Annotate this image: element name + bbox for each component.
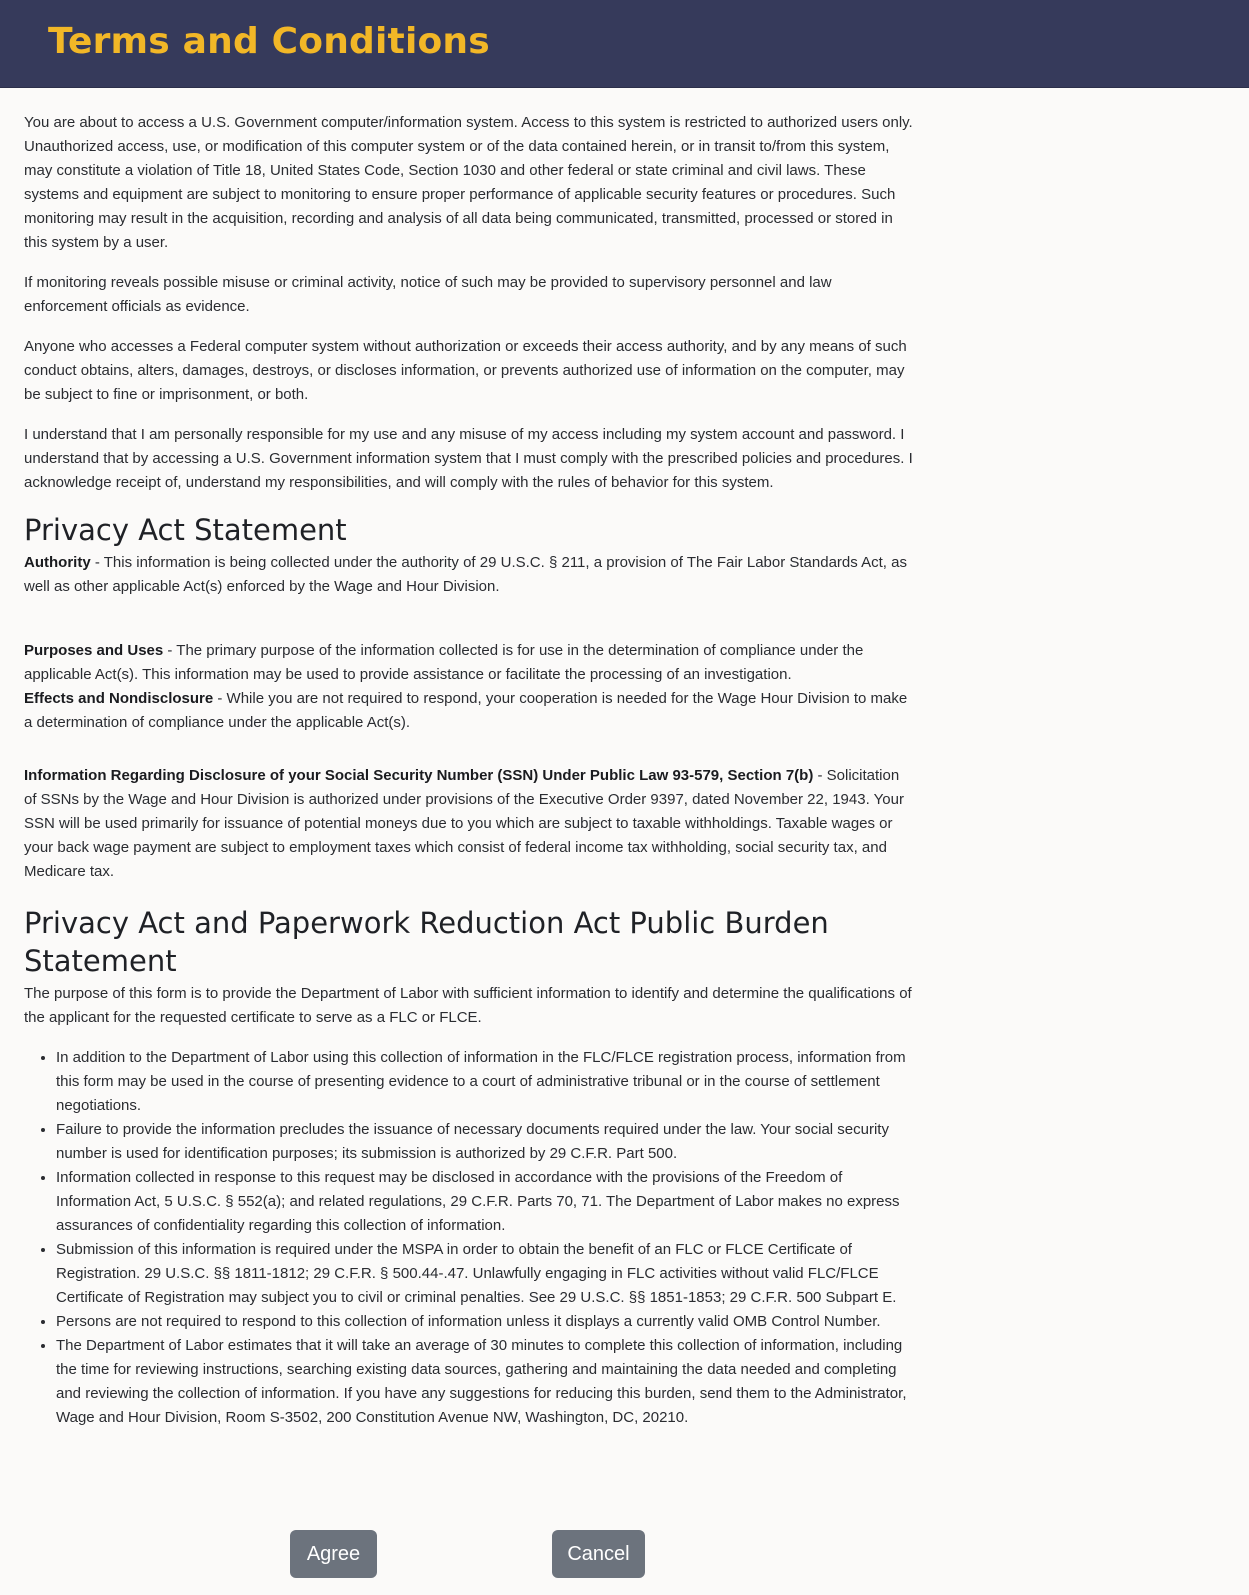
authority-text: - This information is being collected under the authority of 29 U.S.C. § 211, a provision of The Fair Labor Standards Act, as well as other applicable Act(s) enforced by the Wage and Hour Division.: [24, 554, 907, 595]
burden-intro: The purpose of this form is to provide the Department of Labor with sufficient information to identify and determine the qualifications of the applicant for the requested certificate to serve as a FLC or FLCE.: [24, 985, 912, 1026]
warning-paragraph-3: Anyone who accesses a Federal computer system without authorization or exceeds their access authority, and by any means of such conduct obtains, alters, damages, destroys, or discloses information, or prevents authorized use of information on the computer, may be subject to fine or imprisonment, or both.: [24, 338, 907, 403]
effects-label: Effects and Nondisclosure: [24, 690, 214, 707]
warning-paragraph-1: You are about to access a U.S. Government computer/information system. Access to this system is restricted to authorized users only. Unauthorized access, use, or modification of this computer system or of the data contained herein, or in transit to/from this system, may constitute a violation of Title 18, United States Code, Section 1030 and other federal or state criminal and civil laws. These systems and equipment are subject to monitoring to ensure proper performance of applicable security features or procedures. Such monitoring may result in the acquisition, recording and analysis of all data being communicated, transmitted, processed or stored in this system by a user.: [24, 114, 913, 251]
list-item: • Information collected in response to this request may be disclosed in accordance with the provisions of the Freedom of Information Act, 5 U.S.C. § 552(a); and related regulations, 29 C.F.R. Parts 70, 71. The Department of Labor makes no express assurances of confidentiality regarding this collection of information.: [56, 1166, 914, 1238]
effects-text: - While you are not required to respond, your cooperation is needed for the Wage Hour Division to make a determination of compliance under the applicable Act(s).: [24, 690, 908, 731]
list-item: • In addition to the Department of Labor using this collection of information in the FLC/FLCE registration process, information from this form may be used in the course of presenting evidence to a court of administrative tribunal or in the course of settlement negotiations.: [56, 1046, 914, 1118]
ssn-label: Information Regarding Disclosure of your Social Security Number (SSN) Under Public Law 93-579, Section 7(b): [24, 767, 814, 784]
privacy-authority: [24, 551, 914, 599]
list-item: • Submission of this information is required under the MSPA in order to obtain the benefit of an FLC or FLCE Certificate of Registration. 29 U.S.C. §§ 1811-1812; 29 C.F.R. § 500.44-.47. Unlawfully engaging in FLC activities without valid FLC/FLCE Certificate of Registration may subject you to civil or criminal penalties. See 29 U.S.C. §§ 1851-1853; 29 C.F.R. 500 Subpart E.: [56, 1238, 914, 1310]
burden-heading: Privacy Act and Paperwork Reduction Act Public Burden Statement: [24, 906, 829, 978]
burden-list: [24, 1046, 914, 1430]
authority-label: Authority: [24, 554, 91, 571]
privacy-ssn: [24, 764, 914, 884]
agree-button[interactable]: Agree: [290, 1530, 377, 1578]
privacy-effects: [24, 687, 914, 735]
purposes-text: - The primary purpose of the information collected is for use in the determination of compliance under the applicable Act(s). This information may be used to provide assistance or facilitate the processing of an investigation.: [24, 642, 864, 683]
list-item: • Failure to provide the information precludes the issuance of necessary documents required under the law. Your social security number is used for identification purposes; its submission is authorized by 29 C.F.R. Part 500.: [56, 1118, 914, 1166]
cancel-button[interactable]: Cancel: [552, 1530, 645, 1578]
purposes-label: Purposes and Uses: [24, 642, 164, 659]
list-item: • The Department of Labor estimates that it will take an average of 30 minutes to complete this collection of information, including the time for reviewing instructions, searching existing data sources, gathering and maintaining the data needed and completing and reviewing the collection of information. If you have any suggestions for reducing this burden, send them to the Administrator, Wage and Hour Division, Room S-3502, 200 Constitution Avenue NW, Washington, DC, 20210.: [56, 1334, 914, 1430]
terms-content: [24, 111, 914, 1430]
ssn-text: - Solicitation of SSNs by the Wage and Hour Division is authorized under provisions of the Executive Order 9397, dated November 22, 1943. Your SSN will be used primarily for issuance of potential moneys due to you which are subject to taxable withholdings. Taxable wages or your back wage payment are subject to employment taxes which consist of federal income tax withholding, social security tax, and Medicare tax.: [24, 767, 904, 880]
page-title: Terms and Conditions: [48, 21, 490, 62]
warning-paragraph-4: I understand that I am personally responsible for my use and any misuse of my access including my system account and password. I understand that by accessing a U.S. Government information system that I must comply with the prescribed policies and procedures. I acknowledge receipt of, understand my responsibilities, and will comply with the rules of behavior for this system.: [24, 426, 913, 491]
privacy-purposes: [24, 639, 914, 687]
privacy-act-heading: Privacy Act Statement: [24, 513, 347, 547]
warning-paragraph-2: If monitoring reveals possible misuse or criminal activity, notice of such may be provided to supervisory personnel and law enforcement officials as evidence.: [24, 274, 832, 315]
page-header: [0, 0, 1249, 88]
list-item: • Persons are not required to respond to this collection of information unless it displays a currently valid OMB Control Number.: [56, 1310, 914, 1334]
action-bar: [0, 1530, 1249, 1580]
